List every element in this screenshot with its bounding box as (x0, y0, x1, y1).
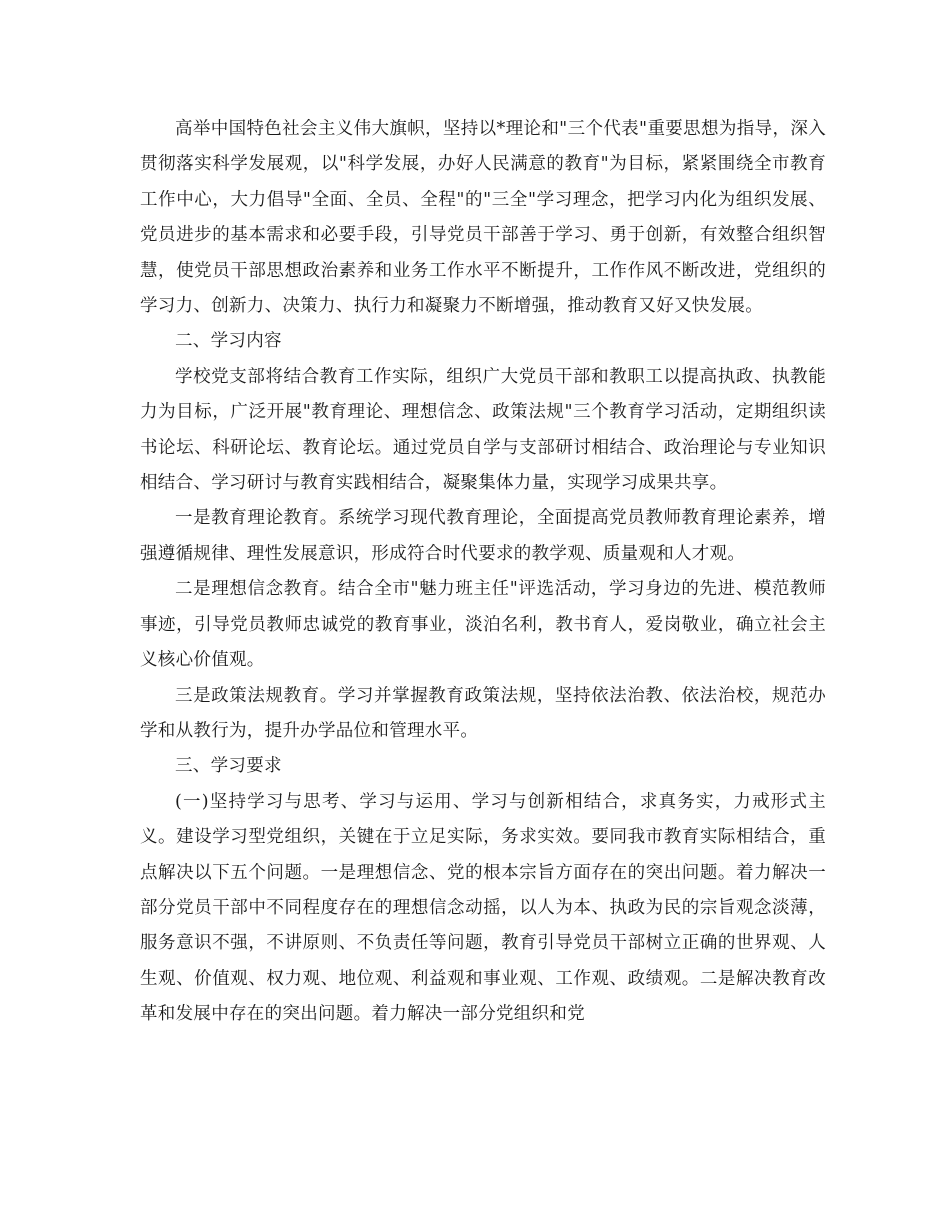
paragraph-study-content: 学校党支部将结合教育工作实际，组织广大党员干部和教职工以提高执政、执教能力为目标，广泛开展"教育理论、理想信念、政策法规"三个教育学习活动，定期组织读书论坛、科研论坛、教育论坛。通过党员自学与支部研讨相结合、政治理论与专业知识相结合、学习研讨与教育实践相结合，凝聚集体力量，实现学习成果共享。 (140, 366, 826, 494)
paragraph-guiding-ideology: 高举中国特色社会主义伟大旗帜，坚持以*理论和"三个代表"重要思想为指导，深入贯彻落实科学发展观，以"科学发展，办好人民满意的教育"为目标，紧紧围绕全市教育工作中心，大力倡导"全面、全员、全程"的"三全"学习理念，把学习内化为组织发展、党员进步的基本需求和必要手段，引导党员干部善于学习、勇于创新，有效整合组织智慧，使党员干部思想政治素养和业务工作水平不断提升，工作作风不断改进，党组织的学习力、创新力、决策力、执行力和凝聚力不断增强，推动教育又好又快发展。 (140, 119, 826, 317)
paragraph-ideals-education: 二是理想信念教育。结合全市"魅力班主任"评选活动，学习身边的先进、模范教师事迹，引导党员教师忠诚党的教育事业，淡泊名利，教书育人，爱岗敬业，确立社会主义核心价值观。 (140, 579, 826, 671)
section-heading-study-content: 二、学习内容 (175, 331, 282, 352)
document-body (140, 112, 826, 1033)
paragraph-theory-education: 一是教育理论教育。系统学习现代教育理论，全面提高党员教师教育理论素养，增强遵循规律、理性发展意识，形成符合时代要求的教学观、质量观和人才观。 (140, 508, 826, 564)
paragraph-policy-education: 三是政策法规教育。学习并掌握教育政策法规，坚持依法治教、依法治校，规范办学和从教行为，提升办学品位和管理水平。 (140, 685, 826, 741)
section-heading-study-requirements: 三、学习要求 (175, 756, 282, 777)
paragraph-requirement-one: (一)坚持学习与思考、学习与运用、学习与创新相结合，求真务实，力戒形式主义。建设学习型党组织，关键在于立足实际，务求实效。要同我市教育实际相结合，重点解决以下五个问题。一是理想信念、党的根本宗旨方面存在的突出问题。着力解决一部分党员干部中不同程度存在的理想信念动摇，以人为本、执政为民的宗旨观念淡薄，服务意识不强，不讲原则、不负责任等问题，教育引导党员干部树立正确的世界观、人生观、价值观、权力观、地位观、利益观和事业观、工作观、政绩观。二是解决教育改革和发展中存在的突出问题。着力解决一部分党组织和党 (140, 791, 826, 1025)
